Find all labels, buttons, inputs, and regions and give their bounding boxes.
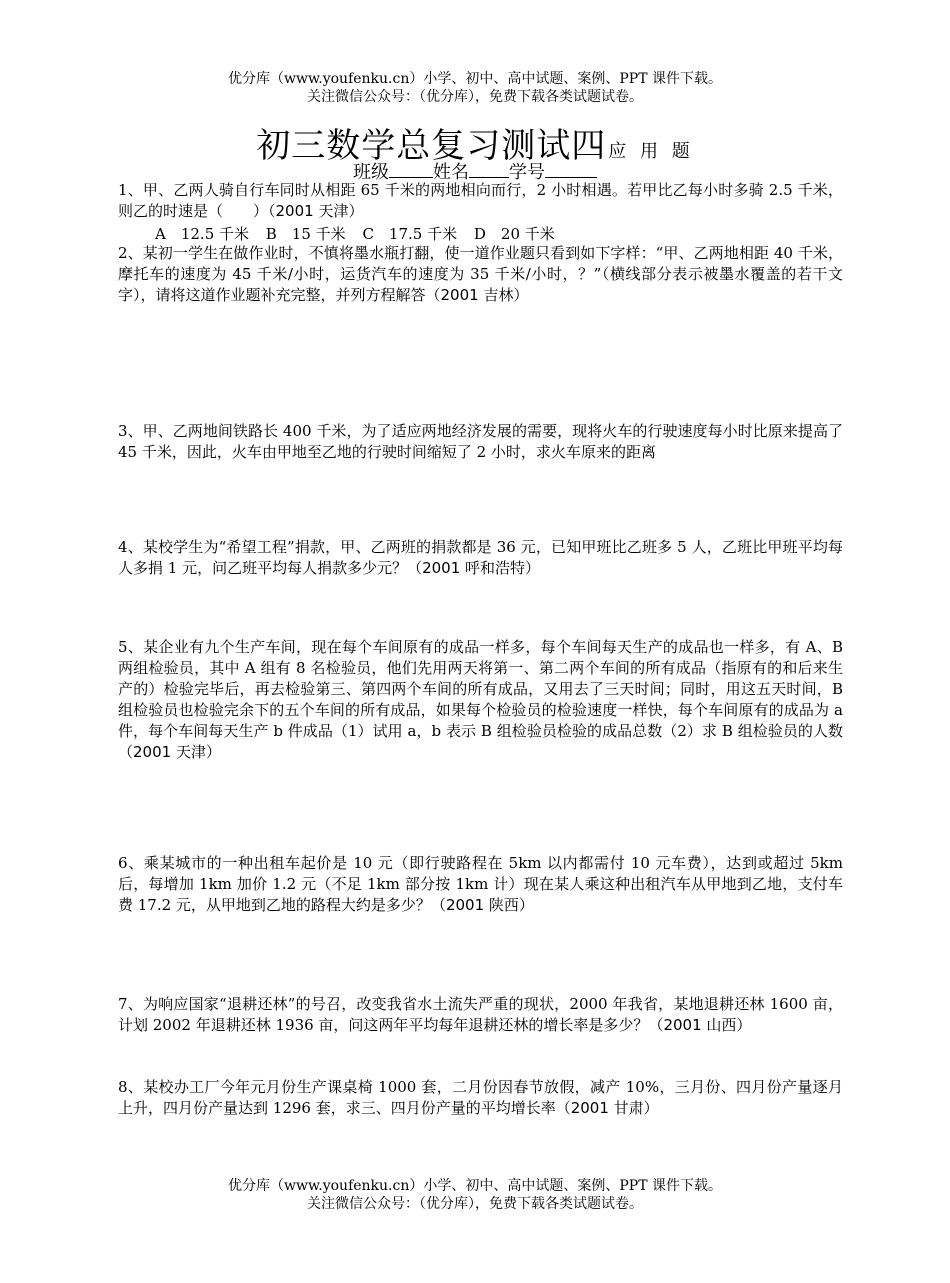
page-footer [0, 1177, 950, 1213]
header-line-2: 关注微信公众号：（优分库），免费下载各类试题试卷。 [307, 89, 643, 105]
choice-a: A 12.5 千米 [155, 225, 249, 243]
question-source: （2001 吉林） [425, 286, 529, 304]
question-text: 4、某校学生为“希望工程”捐款，甲、乙两班的捐款都是 36 元，已知甲班比乙班多 5 人，乙班比甲班平均每人多捐 1 元，问乙班平均每人捐款多少元？ [118, 538, 843, 577]
question-4 [118, 537, 843, 579]
header-line-1: 优分库（www.youfenku.cn）小学、初中、高中试题、案例、PPT 课件下载。 [227, 71, 722, 87]
question-text: 8、某校办工厂今年元月份生产课桌椅 1000 套，二月份因春节放假，减产 10%，三月份、四月份产量逐月上升，四月份产量达到 1296 套，求三、四月份产量的平均增长率 [118, 1078, 843, 1117]
question-text: 6、乘某城市的一种出租车起价是 10 元（即行驶路程在 5km 以内都需付 10 元车费），达到或超过 5km 后，每增加 1km 加价 1.2 元（不足 1km 部分按 1km 计）现在某人乘这种出租汽车从甲地到乙地，支付车费 17.2 元，从甲地到乙地的路程大约是多少？ [118, 854, 843, 914]
title-main: 初三数学总复习测试四 [256, 126, 607, 166]
choice-c: C 17.5 千米 [362, 225, 458, 243]
class-label: 班级 [353, 162, 389, 183]
choice-d: D 20 千米 [473, 225, 555, 243]
title-sub: 应 用 题 [608, 141, 694, 162]
footer-line-2: 关注微信公众号：（优分库），免费下载各类试题试卷。 [307, 1196, 643, 1212]
question-source: （2001 天津） [118, 743, 221, 761]
question-5 [118, 637, 843, 763]
question-text: 3、甲、乙两地间铁路长 400 千米，为了适应两地经济发展的需要，现将火车的行驶速度每小时比原来提高了 45 千米，因此，火车由甲地至乙地的行驶时间缩短了 2 小时，求火车原来的距离 [118, 422, 843, 461]
question-1 [118, 180, 843, 222]
question-8 [118, 1077, 843, 1119]
question-source: （2001 甘肃） [555, 1099, 659, 1117]
question-text: 2、某初一学生在做作业时，不慎将墨水瓶打翻，使一道作业题只看到如下字样：“甲、乙两地相距 40 千米，摩托车的速度为 45 千米/小时，运货汽车的速度为 35 千米/小时，？”（横线部分表示被墨水覆盖的若干文字），请将这道作业题补充完整，并列方程解答 [118, 244, 843, 304]
choice-b: B 15 千米 [265, 225, 346, 243]
question-1-choices [155, 224, 567, 244]
question-3 [118, 421, 843, 463]
question-source: （2001 陕西） [430, 896, 534, 914]
number-label: 学号 [509, 162, 545, 183]
question-text: 1、甲、乙两人骑自行车同时从相距 65 千米的两地相向而行，2 小时相遇。若甲比乙每小时多骑 2.5 千米，则乙的时速是（ ） [118, 181, 843, 220]
question-source: （2001 呼和浩特） [407, 559, 541, 577]
page-header [0, 70, 950, 106]
question-text: 7、为响应国家“退耕还林”的号召，改变我省水土流失严重的现状，2000 年我省，某地退耕还林 1600 亩，计划 2002 年退耕还林 1936 亩，问这两年平均每年退耕还林的增长率是多少？ [118, 995, 843, 1034]
class-blank [389, 163, 433, 178]
question-source: （2001 天津） [268, 202, 364, 220]
name-blank [469, 163, 509, 178]
question-2 [118, 243, 843, 306]
footer-line-1: 优分库（www.youfenku.cn）小学、初中、高中试题、案例、PPT 课件下载。 [227, 1178, 722, 1194]
number-blank [545, 163, 597, 178]
question-6 [118, 853, 843, 916]
question-7 [118, 994, 843, 1036]
question-text: 5、某企业有九个生产车间，现在每个车间原有的成品一样多，每个车间每天生产的成品也一样多，有 A、B 两组检验员，其中 A 组有 8 名检验员，他们先用两天将第一、第二两个车间的所有成品（指原有的和后来生产的）检验完毕后，再去检验第三、第四两个车间的所有成品，又用去了三天时间；同时，用这五天时间，B 组检验员也检验完余下的五个车间的所有成品，如果每个检验员的检验速度一样快，每个车间原有的成品为 a 件，每个车间每天生产 b 件成品（1）试用 a，b 表示 B 组检验员检验的成品总数（2）求 B 组检验员的人数 [118, 638, 843, 740]
name-label: 姓名 [433, 162, 469, 183]
question-source: （2001 山西） [648, 1016, 752, 1034]
